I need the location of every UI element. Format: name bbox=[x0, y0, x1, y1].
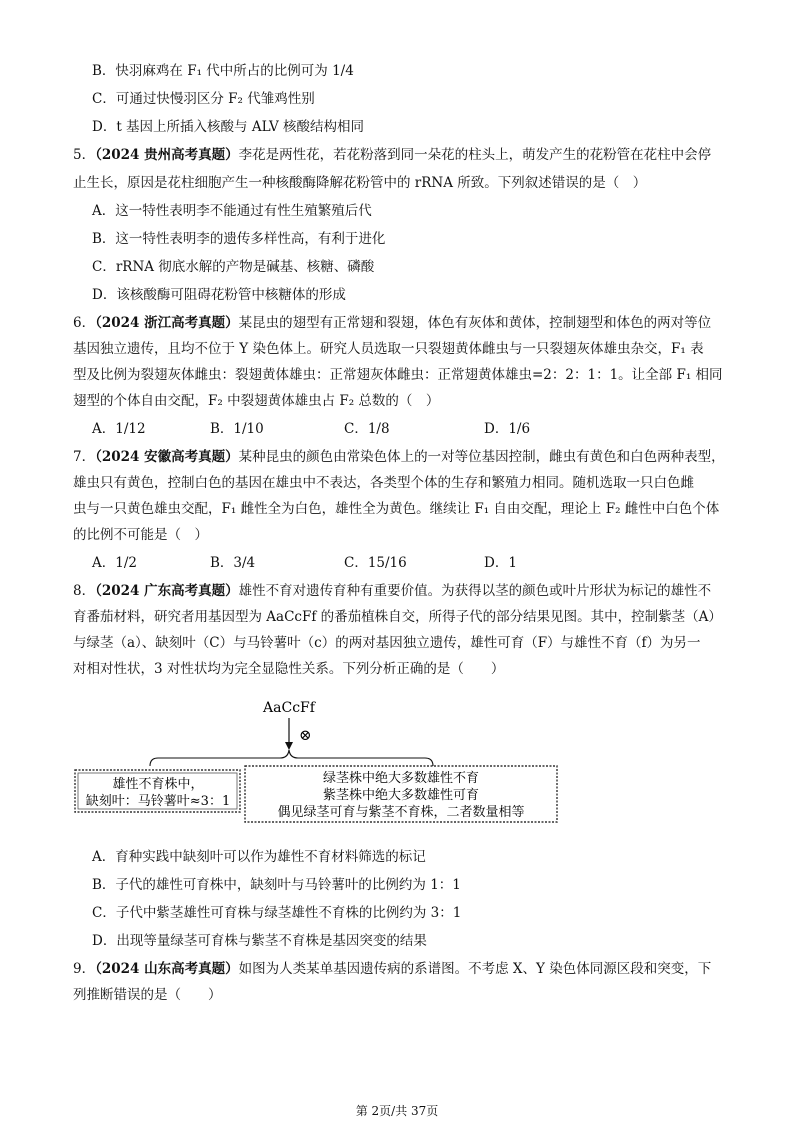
q8-stem-text: 雄性不育对遗传育种有重要价值。为获得以茎的颜色或叶片形状为标记的雄性不 bbox=[238, 583, 712, 599]
offspring-brace bbox=[150, 750, 433, 766]
right-box-line-2: 紫茎株中绝大多数雄性可育 bbox=[322, 788, 480, 803]
q6-stem-line-3: 型及比例为裂翅灰体雌虫：裂翅黄体雄虫：正常翅灰体雌虫：正常翅黄体雄虫=2：2：1：1。让全部 F₁ 相同 bbox=[73, 367, 723, 383]
q8-cross-diagram bbox=[0, 680, 794, 830]
q8-option-b: B．子代的雄性可育株中，缺刻叶与马铃薯叶的比例约为 1：1 bbox=[92, 877, 461, 893]
q6-option-c: C．1/8 bbox=[344, 421, 390, 437]
q8-option-a: A．育种实践中缺刻叶可以作为雄性不育材料筛选的标记 bbox=[92, 849, 426, 865]
left-box-line-2: 缺刻叶：马铃薯叶≈3：1 bbox=[85, 794, 231, 809]
q4-option-c: C．可通过快慢羽区分 F₂ 代雏鸡性别 bbox=[92, 91, 315, 107]
q5-source: （2024 贵州高考真题） bbox=[95, 147, 239, 163]
q6-stem-line-2: 基因独立遗传，且均不位于 Y 染色体上。研究人员选取一只裂翅黄体雌虫与一只裂翅灰体雄虫杂交，F₁ 表 bbox=[73, 341, 704, 357]
q8-source: （2024 广东高考真题） bbox=[95, 583, 239, 599]
q7-option-c: C．15/16 bbox=[344, 555, 407, 571]
q7-option-a: A．1/2 bbox=[92, 555, 137, 571]
q9-source: （2024 山东高考真题） bbox=[95, 961, 239, 977]
q7-options-row bbox=[92, 554, 517, 572]
q7-stem-line-2: 雄虫只有黄色，控制白色的基因在雄虫中不表达，各类型个体的生存和繁殖力相同。随机选取一只白色雌 bbox=[73, 475, 694, 491]
q5-option-b: B．这一特性表明李的遗传多样性高，有利于进化 bbox=[92, 231, 386, 247]
q7-source: （2024 安徽高考真题） bbox=[95, 449, 239, 465]
q9-stem-line-1 bbox=[73, 960, 711, 978]
right-box-line-1: 绿茎株中绝大多数雄性不育 bbox=[322, 771, 480, 786]
q6-stem-line-1 bbox=[73, 314, 711, 332]
right-box-line-3: 偶见绿茎可育与紫茎不育株，二者数量相等 bbox=[277, 805, 525, 820]
q8-option-d: D．出现等量绿茎可育株与紫茎不育株是基因突变的结果 bbox=[92, 933, 427, 949]
q6-stem-text: 某昆虫的翅型有正常翅和裂翅，体色有灰体和黄体，控制翅型和体色的两对等位 bbox=[238, 315, 712, 331]
q6-option-b: B．1/10 bbox=[210, 421, 264, 437]
q6-source: （2024 浙江高考真题） bbox=[95, 315, 239, 331]
q8-stem-line-1 bbox=[73, 582, 711, 600]
q7-stem-line-1 bbox=[73, 448, 725, 466]
q6-option-a: A．1/12 bbox=[92, 421, 146, 437]
q7-stem-text: 某种昆虫的颜色由常染色体上的一对等位基因控制，雌虫有黄色和白色两种表型， bbox=[238, 449, 725, 465]
q6-stem-line-4: 翅型的个体自由交配，F₂ 中裂翅黄体雄虫占 F₂ 总数的（ ） bbox=[73, 393, 440, 409]
q8-stem-line-4: 对相对性状，3 对性状均为完全显隐性关系。下列分析正确的是（ ） bbox=[73, 661, 505, 677]
q5-stem-line-2: 止生长，原因是花柱细胞产生一种核酸酶降解花粉管中的 rRNA 所致。下列叙述错误的是（ ） bbox=[73, 175, 647, 191]
q7-option-d: D．1 bbox=[484, 555, 517, 571]
q9-stem-line-2: 列推断错误的是（ ） bbox=[73, 987, 222, 1003]
q7-number: 7． bbox=[73, 449, 96, 465]
q5-stem-text: 李花是两性花，若花粉落到同一朵花的柱头上，萌发产生的花粉管在花柱中会停 bbox=[238, 147, 712, 163]
q8-stem-line-3: 与绿茎（a）、缺刻叶（C）与马铃薯叶（c）的两对基因独立遗传，雄性可育（F）与雄性不育（f）为另一 bbox=[73, 635, 701, 651]
q4-option-b: B．快羽麻鸡在 F₁ 代中所占的比例可为 1/4 bbox=[92, 63, 354, 79]
q5-stem-line-1 bbox=[73, 146, 711, 164]
q6-number: 6． bbox=[73, 315, 96, 331]
q4-option-d: D．t 基因上所插入核酸与 ALV 核酸结构相同 bbox=[92, 119, 364, 135]
q5-option-c: C．rRNA 彻底水解的产物是碱基、核糖、磷酸 bbox=[92, 259, 375, 275]
q6-options-row bbox=[92, 420, 530, 438]
q5-option-a: A．这一特性表明李不能通过有性生殖繁殖后代 bbox=[92, 203, 372, 219]
selfing-symbol: ⊗ bbox=[299, 726, 312, 744]
q8-option-c: C．子代中紫茎雄性可育株与绿茎雄性不育株的比例约为 3：1 bbox=[92, 905, 462, 921]
parent-genotype: AaCcFf bbox=[263, 700, 315, 716]
q9-stem-text: 如图为人类某单基因遗传病的系谱图。不考虑 X、Y 染色体同源区段和突变，下 bbox=[238, 961, 712, 977]
q5-option-d: D．该核酸酶可阻碍花粉管中核糖体的形成 bbox=[92, 287, 346, 303]
q7-option-b: B．3/4 bbox=[210, 555, 256, 571]
q9-number: 9． bbox=[73, 961, 96, 977]
left-box-line-1: 雄性不育株中， bbox=[112, 777, 204, 792]
page-footer: 第 2页/共 37页 bbox=[355, 1104, 439, 1118]
q7-stem-line-3: 虫与一只黄色雄虫交配，F₁ 雌性全为白色，雄性全为黄色。继续让 F₁ 自由交配，理论上 F₂ 雌性中白色个体 bbox=[73, 501, 720, 517]
q7-stem-line-4: 的比例不可能是（ ） bbox=[73, 527, 208, 543]
q8-number: 8． bbox=[73, 583, 96, 599]
q8-stem-line-2: 育番茄材料，研究者用基因型为 AaCcFf 的番茄植株自交，所得子代的部分结果见图。其中，控制紫茎（A） bbox=[73, 609, 722, 625]
selfing-arrow-head bbox=[285, 742, 293, 750]
q6-option-d: D．1/6 bbox=[484, 421, 531, 437]
q5-number: 5． bbox=[73, 147, 96, 163]
